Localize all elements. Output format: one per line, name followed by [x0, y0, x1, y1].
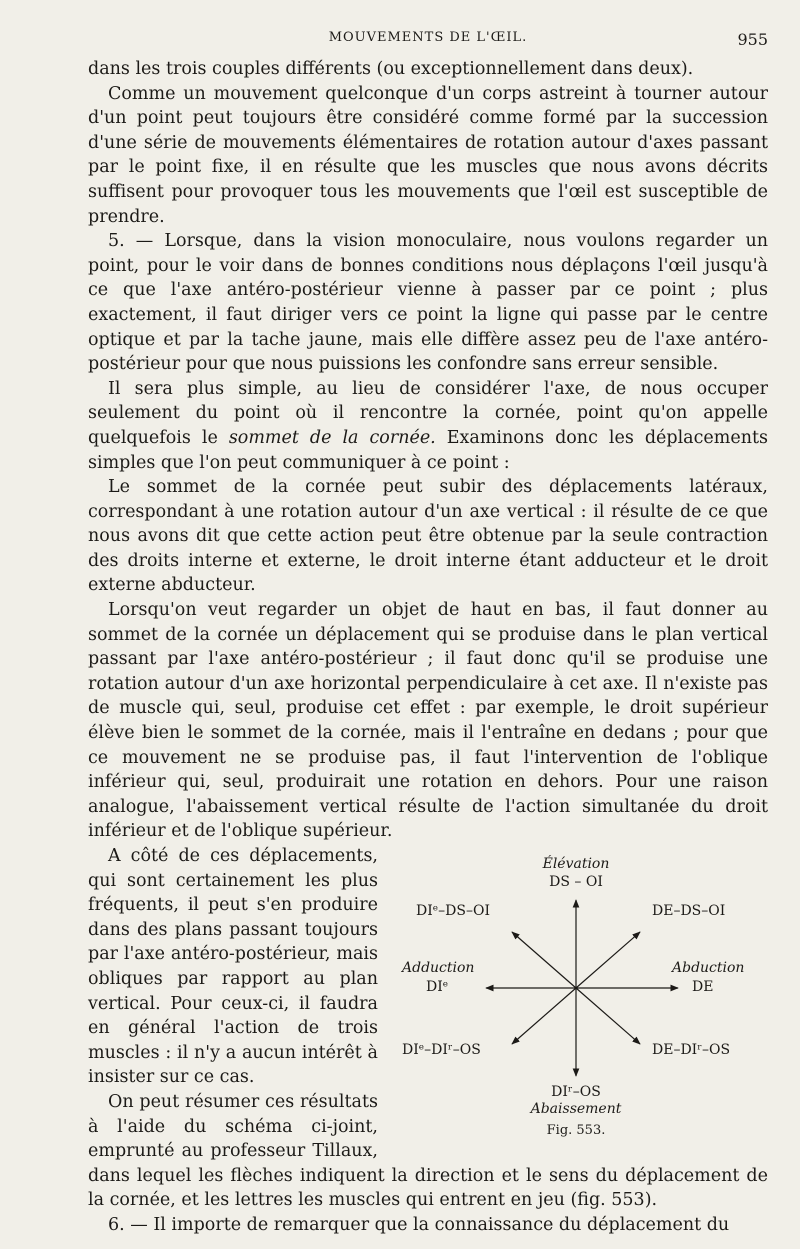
label-top-left: DIᵉ–DS–OI [416, 903, 490, 919]
eye-movement-diagram [396, 850, 768, 1160]
label-adduction: Adduction [402, 960, 475, 976]
paragraph-section-5: 5. — Lorsque, dans la vision monoculaire, nous voulons regarder un point, pour le voir dans de bonnes conditions nous déplaçons l'œil jusqu'à ce que l'axe antéro-postérieur vienne à passer par ce point ; plus exactement, il faut diriger vers ce point la ligne qui passe par le centre optique et par la tache jaune, mais elle diffère assez peu de l'axe antéro-postérieur pour que nous puissions les confondre sans erreur sensible. [88, 231, 768, 375]
arrow-up-left [512, 932, 576, 988]
paragraph-sommet-part1: Il sera plus simple, au lieu de considérer l'axe, de nous occuper seulement du point où il rencontre la cornée, point qu'on appelle quelquefois le [88, 378, 768, 448]
arrow-down-right [576, 988, 640, 1044]
label-elevation: Élévation [542, 856, 610, 872]
figure-553 [396, 850, 768, 1160]
label-top: DS – OI [549, 874, 603, 890]
label-abaissement: Abaissement [530, 1101, 622, 1117]
label-bottom-left: DIᵉ–DIʳ–OS [402, 1042, 481, 1058]
paragraph-sommet [88, 377, 768, 475]
page-number: 955 [737, 30, 768, 49]
label-right: DE [692, 979, 714, 995]
figure-caption: Fig. 553. [546, 1123, 606, 1138]
paragraph-section-6: 6. — Il importe de remarquer que la connaissance du déplacement du [108, 1214, 730, 1235]
body-text [88, 57, 768, 1238]
paragraph-continuation: dans les trois couples différents (ou exceptionnellement dans deux). [88, 59, 694, 79]
paragraph-lateral: Le sommet de la cornée peut subir des déplacements latéraux, correspondant à une rotation autour d'un axe vertical : il résulte de ce que nous avons dit que cette action peut être obtenue par la seule contraction des droits interne et externe, le droit interne étant adducteur et le droit externe abducteur. [88, 477, 768, 596]
running-title: MOUVEMENTS DE L'ŒIL. [328, 30, 528, 45]
label-left: DIᵉ [426, 979, 449, 995]
paragraph-rotation: Comme un mouvement quelconque d'un corps astreint à tourner autour d'un point peut toujours être considéré comme formé par la succession d'une série de mouvements élémentaires de rotation autour d'axes passant par le point fixe, il en résulte que les muscles que nous avons décrits suffisent pour provoquer tous les mouvements que l'œil est susceptible de prendre. [88, 83, 768, 227]
sommet-term: sommet de la cornée. [228, 427, 436, 448]
page-header [88, 24, 768, 48]
label-bottom: DIʳ–OS [551, 1084, 601, 1100]
paragraph-vertical: Lorsqu'on veut regarder un objet de haut en bas, il faut donner au sommet de la cornée un déplacement qui se produise dans le plan vertical passant par l'axe antéro-postérieur ; il faut donc qu'il se produise une rotation autour d'un axe horizontal perpendiculaire à cet axe. Il n'existe pas de muscle qui, seul, produise cet effet : par exemple, le droit supérieur élève bien le sommet de la cornée, mais il l'entraîne en dedans ; pour que ce mouvement ne se produise pas, il faut l'intervention de l'oblique inférieur qui, seul, produirait une rotation en dehors. Pour une raison analogue, l'abaissement vertical résulte de l'action simultanée du droit inférieur et de l'oblique supérieur. [88, 600, 768, 842]
label-top-right: DE–DS–OI [652, 903, 726, 919]
paragraph-oblique: A côté de ces déplacements, qui sont certainement les plus fréquents, il peut s'en produire dans des plans passant toujours par l'axe antéro-postérieur, mais obliques par rapport au plan vertical. Pour ceux-ci, il faudra en général l'action de trois muscles : il n'y a aucun intérêt à insister sur ce cas. [88, 846, 378, 1088]
arrow-down-left [512, 988, 576, 1044]
arrow-up-right [576, 932, 640, 988]
paragraph-sommet-part2: Examinons donc les déplacements simples que l'on peut communiquer à ce point : [88, 427, 768, 473]
paragraph-schema: On peut résumer ces résultats à l'aide du schéma ci-joint, emprunté au professeur Tillaux, dans lequel les flèches indiquent la direction et le sens du déplacement de la cornée, et les lettres les muscles qui entrent en jeu (fig. 553). [88, 1091, 768, 1211]
label-abduction: Abduction [672, 960, 745, 976]
label-bottom-right: DE–DIʳ–OS [652, 1042, 731, 1058]
